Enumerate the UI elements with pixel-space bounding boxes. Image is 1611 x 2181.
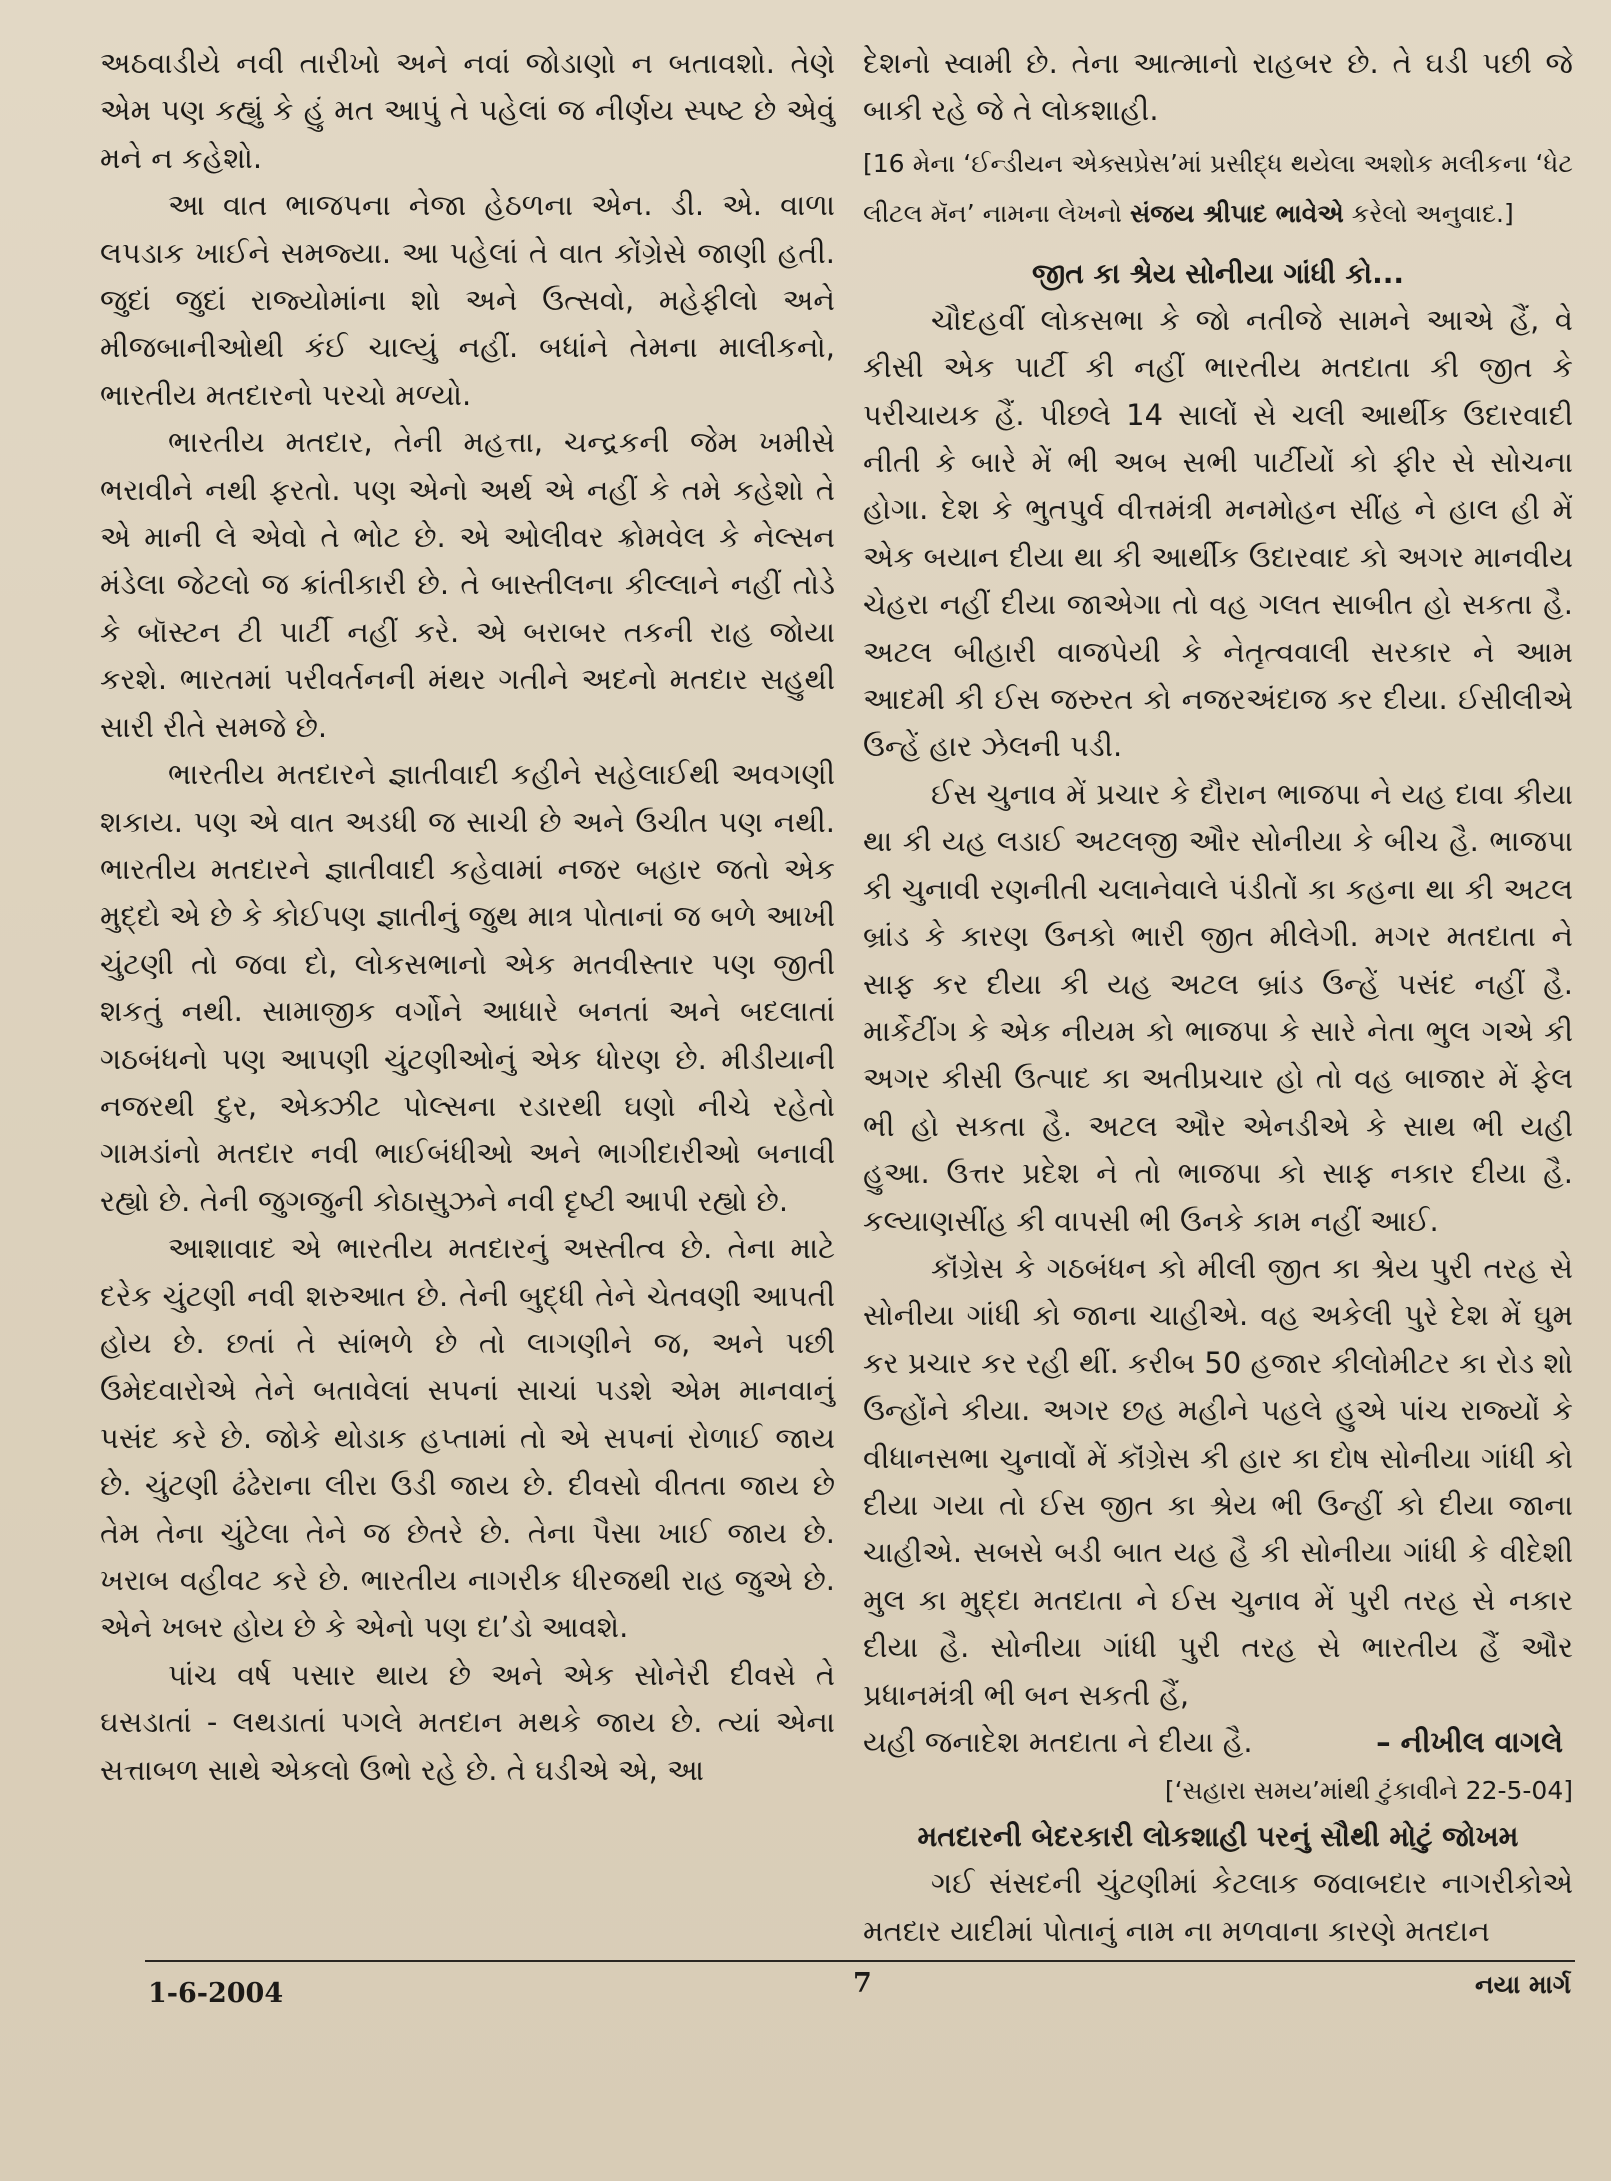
note-translator: સંજય શ્રીપાદ ભાવેએ xyxy=(1130,198,1344,228)
paragraph: કૉંગ્રેસ કે ગઠબંધન કો મીલી જીત કા શ્રેય પુરી તરહ સે સોનીયા ગાંધી કો જાના ચાહીએ. વહ અકેલી પુરે દેશ મેં ઘુમ કર પ્રચાર કર રહી થીં. કરીબ 50 હજાર કીલોમીટર કા રોડ શો ઉન્હોંને કીયા. અગર છહ મહીને પહલે હુએ પાંચ રાજ્યોં કે વીધાનસભા ચુનાવોં મેં કૉંગ્રેસ કી હાર કા દોષ સોનીયા ગાંધી કો દીયા ગયા તો ઈસ જીત કા શ્રેય ભી ઉન્હીં કો દીયા જાના ચાહીએ. સબસે બડી બાત યહ હૈ કી સોનીયા ગાંધી કે વીદેશી મુલ કા મુદ્દા મતદાતા ને ઈસ ચુનાવ મેં પુરી તરહ સે નકાર દીયા હૈ. સોનીયા ગાંધી પુરી તરહ સે ભારતીય હૈં ઔર પ્રધાનમંત્રી ભી બન સકતી હૈં, xyxy=(863,1250,1573,1712)
source-citation: [‘સહારા સમય’માંથી ટુંકાવીને 22-5-04] xyxy=(1164,1776,1573,1806)
paragraph: અઠવાડીયે નવી તારીખો અને નવાં જોડાણો ન બતાવશો. તેણે એમ પણ કહ્યું કે હું મત આપું તે પહેલાં જ નીર્ણય સ્પષ્ટ છે એવું મને ન કહેશો. xyxy=(100,46,835,175)
paragraph: ભારતીય મતદારને જ્ઞાતીવાદી કહીને સહેલાઈથી અવગણી શકાય. પણ એ વાત અડધી જ સાચી છે અને ઉચીત પણ નથી. ભારતીય મતદારને જ્ઞાતીવાદી કહેવામાં નજર બહાર જતો એક મુદ્દો એ છે કે કોઈપણ જ્ઞાતીનું જુથ માત્ર પોતાનાં જ બળે આખી ચુંટણી તો જવા દો, લોકસભાનો એક મતવીસ્તાર પણ જીતી શકતું નથી. સામાજીક વર્ગોને આધારે બનતાં અને બદલાતાં ગઠબંધનો પણ આપણી ચુંટણીઓનું એક ધોરણ છે. મીડીયાની નજરથી દુર, એક્ઝીટ પોલ્સના રડારથી ઘણો નીચે રહેતો ગામડાંનો મતદાર નવી ભાઈબંધીઓ અને ભાગીદારીઓ બનાવી રહ્યો છે. તેની જુગજુની કોઠાસુઝને નવી દૃષ્ટી આપી રહ્યો છે. xyxy=(100,757,835,1218)
author-name: – નીખીલ વાગલે xyxy=(1376,1725,1563,1759)
paragraph: ઈસ ચુનાવ મેં પ્રચાર કે દૌરાન ભાજપા ને યહ દાવા કીયા થા કી યહ લડાઈ અટલજી ઔર સોનીયા કે બીચ હૈ. ભાજપા કી ચુનાવી રણનીતી ચલાનેવાલે પંડીતોં કા કહના થા કી અટલ બ્રાંડ કે કારણ ઉનકો ભારી જીત મીલેગી. મગર મતદાતા ને સાફ કર દીયા કી યહ અટલ બ્રાંડ ઉન્હેં પસંદ નહીં હૈ. માર્કેટીંગ કે એક નીયમ કો ભાજપા કે સારે નેતા ભુલ ગએ કી અગર કીસી ઉત્પાદ કા અતીપ્રચાર હો તો વહ બાજાર મેં ફેલ ભી હો સકતા હૈ. અટલ ઔર એનડીએ કે સાથ ભી યહી હુઆ. ઉત્તર પ્રદેશ ને તો ભાજપા કો સાફ નકાર દીયા હૈ. કલ્યાણસીંહ કી વાપસી ભી ઉનકે કામ નહીં આઈ. xyxy=(863,776,1573,1238)
issue-date: 1-6-2004 xyxy=(148,1978,284,2009)
page-number: 7 xyxy=(853,1968,872,1999)
magazine-name: નયા માર્ગ xyxy=(1475,1970,1571,1999)
signature-line xyxy=(863,1719,1573,1766)
paragraph: આ વાત ભાજપના નેજા હેઠળના એન. ડી. એ. વાળા લપડાક ખાઈને સમજ્યા. આ પહેલાં તે વાત કોંગ્રેસે જાણી હતી. જુદાં જુદાં રાજ્યોમાંના શો અને ઉત્સવો, મહેફીલો અને મીજબાનીઓથી કંઈ ચાલ્યું નહીં. બધાંને તેમના માલીકનો, ભારતીય મતદારનો પરચો મળ્યો. xyxy=(100,188,835,412)
left-column xyxy=(100,40,835,1930)
page-footer xyxy=(0,1968,1611,2028)
note-end: કરેલો અનુવાદ.] xyxy=(1351,198,1514,228)
last-line: યહી જનાદેશ મતદાતા ને દીયા હૈ. xyxy=(863,1725,1253,1759)
note-text: [16 મેના ‘ઈન્ડીયન એક્સપ્રેસ’માં પ્રસીદ્ધ થયેલા અશોક મલીકના ‘ધેટ લીટલ મૅન’ નામના લેખનો xyxy=(863,148,1573,228)
paragraph: ભારતીય મતદાર, તેની મહત્તા, ચન્દ્રકની જેમ ખમીસે ભરાવીને નથી ફરતો. પણ એનો અર્થ એ નહીં કે તમે કહેશો તે એ માની લે એવો તે ભોટ છે. એ ઓલીવર ક્રોમવેલ કે નેલ્સન મંડેલા જેટલો જ ક્રાંતીકારી છે. તે બાસ્તીલના કીલ્લાને નહીં તોડે કે બૉસ્ટન ટી પાર્ટી નહીં કરે. એ બરાબર તકની રાહ જોયા કરશે. ભારતમાં પરીવર્તનની મંથર ગતીને અદનો મતદાર સહુથી સારી રીતે સમજે છે. xyxy=(100,425,835,744)
translation-note xyxy=(863,139,1573,239)
footer-divider xyxy=(145,1960,1575,1962)
section-heading-1: જીત કા શ્રેય સોનીયા ગાંધી કો... xyxy=(1031,256,1405,290)
section-heading-2: મતદારની બેદરકારી લોકશાહી પરનું સૌથી મોટું જોખમ xyxy=(917,1820,1519,1854)
right-column xyxy=(863,40,1573,1948)
paragraph: ચૌદહવીં લોકસભા કે જો નતીજે સામને આએ હૈં, વે કીસી એક પાર્ટી કી નહીં ભારતીય મતદાતા કી જીત કે પરીચાયક હૈં. પીછલે 14 સાલોં સે ચલી આર્થીક ઉદારવાદી નીતી કે બારે મેં ભી અબ સભી પાર્ટીયોં કો ફીર સે સોચના હોગા. દેશ કે ભુતપુર્વ વીત્તમંત્રી મનમોહન સીંહ ને હાલ હી મેં એક બયાન દીયા થા કી આર્થીક ઉદારવાદ કો અગર માનવીય ચેહરા નહીં દીયા જાએગા તો વહ ગલત સાબીત હો સકતા હૈ. અટલ બીહારી વાજપેયી કે નેતૃત્વવાલી સરકાર ને આમ આદમી કી ઈસ જરુરત કો નજરઅંદાજ કર દીયા. ઈસીલીએ ઉન્હેં હાર ઝેલની પડી. xyxy=(863,302,1573,764)
paragraph: ગઈ સંસદની ચુંટણીમાં કેટલાક જવાબદાર નાગરીકોએ મતદાર યાદીમાં પોતાનું નામ ના મળવાના કારણે મતદાન xyxy=(863,1866,1573,1948)
paragraph: આશાવાદ એ ભારતીય મતદારનું અસ્તીત્વ છે. તેના માટે દરેક ચુંટણી નવી શરુઆત છે. તેની બુદ્ધી તેને ચેતવણી આપતી હોય છે. છતાં તે સાંભળે છે તો લાગણીને જ, અને પછી ઉમેદવારોએ તેને બતાવેલાં સપનાં સાચાં પડશે એમ માનવાનું પસંદ કરે છે. જોકે થોડાક હપ્તામાં તો એ સપનાં રોળાઈ જાય છે. ચુંટણી ઢંઢેરાના લીરા ઉડી જાય છે. દીવસો વીતતા જાય છે તેમ તેના ચુંટેલા તેને જ છેતરે છે. તેના પૈસા ખાઈ જાય છે. ખરાબ વહીવટ કરે છે. ભારતીય નાગરીક ધીરજથી રાહ જુએ છે. એને ખબર હોય છે કે એનો પણ દા’ડો આવશે. xyxy=(100,1231,835,1645)
continuation-paragraph: દેશનો સ્વામી છે. તેના આત્માનો રાહબર છે. તે ઘડી પછી જે બાકી રહે જે તે લોકશાહી. xyxy=(863,46,1573,128)
paragraph: પાંચ વર્ષ પસાર થાય છે અને એક સોનેરી દીવસે તે ઘસડાતાં - લથડાતાં પગલે મતદાન મથકે જાય છે. ત્યાં એના સત્તાબળ સાથે એકલો ઉભો રહે છે. તે ઘડીએ એ, આ xyxy=(100,1657,835,1787)
